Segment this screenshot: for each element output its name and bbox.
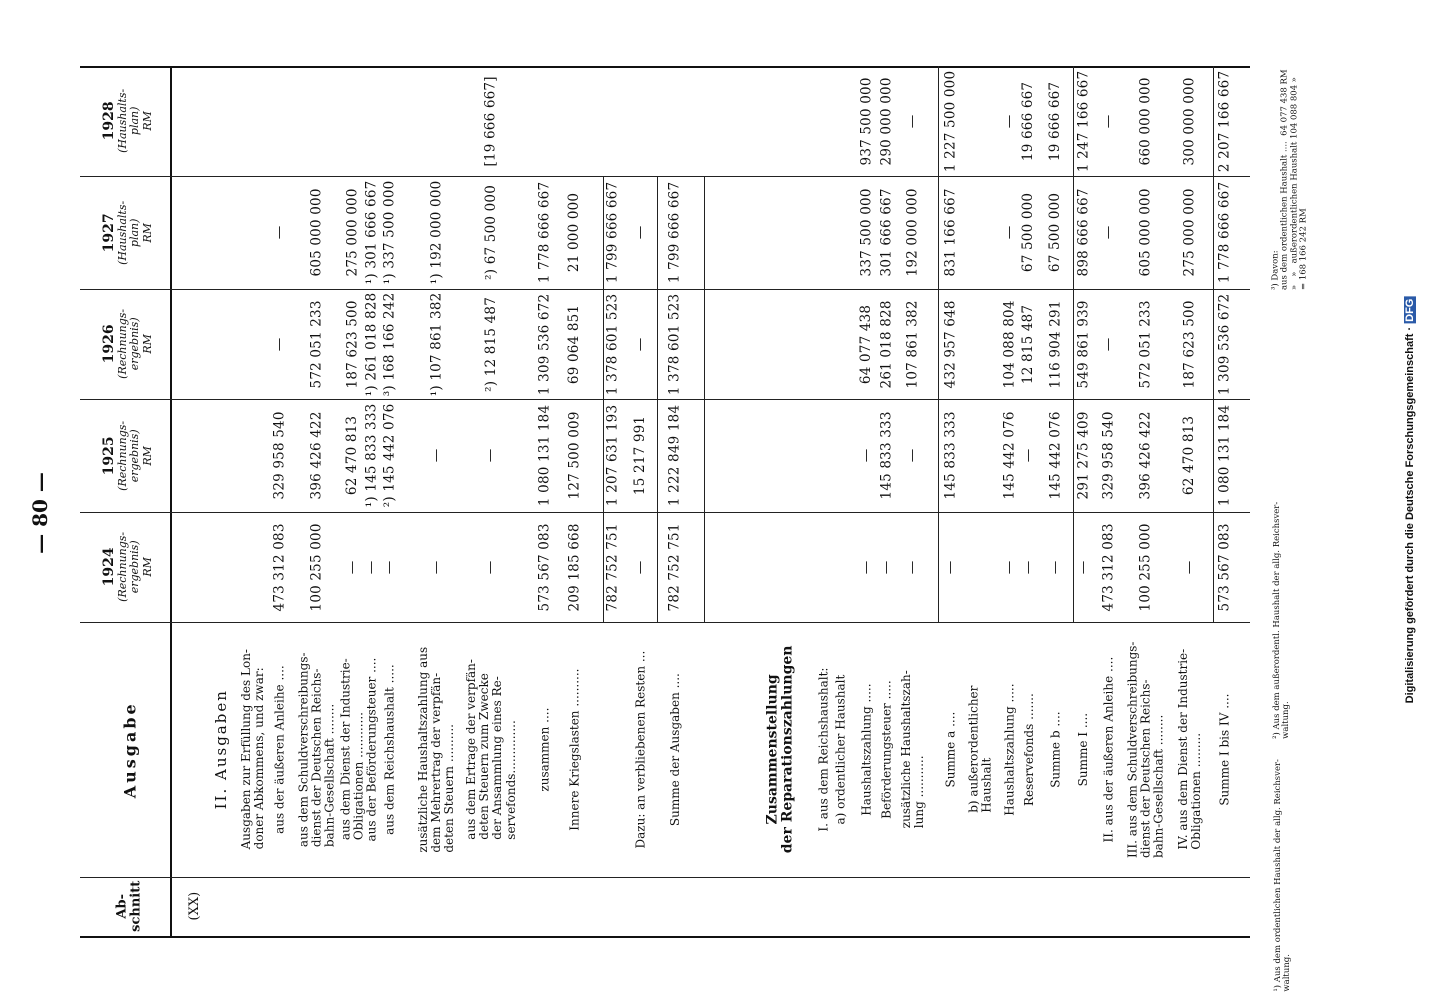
rep_rows-label: II. aus der äußeren Anleihe .... — [1101, 656, 1116, 843]
rep_rows-cell: — — [1100, 337, 1117, 351]
rep_rows-label: Summe b .... — [1048, 711, 1063, 788]
header-ausgabe: Ausgabe — [120, 701, 140, 798]
rep_rows-cell: 12 815 487 — [1020, 304, 1037, 384]
rep_rows-label: Summe I .... — [1076, 712, 1091, 787]
header-abschnitt: Ab- schnitt — [114, 880, 144, 933]
rep_rows-cell: — — [1100, 114, 1117, 128]
rep_rows-label: a) ordentlicher Haushalt — [833, 674, 848, 825]
rep_rows-cell: — — [1181, 560, 1198, 574]
rep_rows-cell — [832, 512, 850, 622]
rows-cell: 473 312 083 — [271, 522, 288, 612]
rows-cell: ¹) 145 833 333 — [363, 403, 380, 508]
rep_rows-cell: — — [1020, 560, 1037, 574]
rep_rows-label: Summe a .... — [943, 711, 958, 788]
rep_rows-cell: — — [904, 560, 921, 574]
rep_rows-cell: 898 666 667 — [1075, 188, 1092, 277]
rows-cell: ¹) 337 500 000 — [381, 180, 398, 285]
rep_rows-label: Summe I bis IV .... — [1217, 693, 1232, 806]
rows-label: Innere Kriegslasten .......... — [567, 668, 582, 831]
rep_rows-cell: 605 000 000 — [1137, 188, 1154, 277]
rows-cell: 69 064 851 — [566, 304, 583, 384]
rows-label: Dazu: an verbliebenen Resten ... — [633, 650, 648, 849]
rows-label: aus der Beförderungsteuer .... — [364, 657, 379, 842]
rows-cell: — — [271, 337, 288, 351]
rep_rows-cell: — — [904, 114, 921, 128]
rep_rows-cell: — — [1001, 114, 1018, 128]
rows-cell: — — [632, 560, 649, 574]
rep_rows-cell: 1 309 536 672 — [1216, 293, 1233, 395]
rep_rows-cell: 2 207 166 667 — [1216, 70, 1233, 172]
rows-cell: — — [632, 225, 649, 240]
rows-cell: 127 500 009 — [566, 411, 583, 500]
rep_rows-cell: — — [858, 560, 875, 574]
rep_rows-cell: 145 833 333 — [942, 411, 959, 500]
rep_rows-cell: 290 000 000 — [878, 76, 895, 166]
rep_rows-cell: 145 442 076 — [1047, 411, 1064, 500]
rep_rows-cell: — — [1020, 448, 1037, 463]
rep_rows-cell: 432 957 648 — [942, 299, 959, 389]
rep_rows-cell: — — [904, 448, 921, 463]
rows-cell: — — [482, 448, 499, 463]
rows-cell: — — [428, 448, 445, 463]
rows-label: aus dem Schuldverschreibungs- dienst der Deutschen Reichs- bahn-Gesellschaft ........ — [296, 652, 337, 847]
rows-cell: ³) 168 166 242 — [381, 292, 398, 396]
header-col-1927: 1927 (Haushalts- plan) RM — [101, 200, 154, 265]
rep_rows-cell: 116 904 291 — [1047, 299, 1064, 389]
rows-cell — [380, 66, 400, 176]
rows-label: aus dem Dienst der Industrie- Obligationen ............ — [338, 658, 366, 841]
rows-cell — [530, 66, 560, 176]
rep_rows-cell: 329 958 540 — [1100, 411, 1117, 500]
rep_rows-cell — [832, 176, 850, 289]
rep_rows-cell: 831 166 667 — [942, 188, 959, 277]
rows-label: Ausgaben zur Erfüllung des Lon- doner Abkommens, und zwar: — [238, 649, 266, 850]
rep_rows-cell: 100 255 000 — [1137, 522, 1154, 612]
rep_rows-cell — [815, 512, 833, 622]
section-label: (XX) — [186, 892, 202, 921]
rows-cell — [600, 66, 626, 176]
rows-cell: 782 752 751 — [604, 522, 621, 612]
rep_rows-cell — [832, 66, 850, 176]
rows-cell: 187 623 500 — [344, 299, 361, 389]
rep_rows-cell: 937 500 000 — [858, 76, 875, 166]
rep_rows-cell: 1 778 666 667 — [1216, 181, 1233, 284]
rep_rows-cell — [968, 66, 994, 176]
rows-cell — [267, 66, 293, 176]
rep_rows-label: zusätzliche Haushaltszah- lung ........... — [898, 670, 927, 829]
rows-cell: 1 799 666 667 — [666, 181, 683, 284]
rows-cell: ¹) 192 000 000 — [428, 180, 445, 285]
rows-cell: — — [363, 560, 380, 574]
rep_rows-label: Beförderungsteuer ..... — [879, 680, 894, 819]
rep_rows-cell: — — [942, 560, 959, 574]
rep_rows-label: b) außerordentlicher Haushalt — [966, 685, 995, 814]
rows-label: aus dem Ertrage der verpfän- deten Steuern zum Zwecke der Ansammlung eines Re- servefonds.............. — [463, 659, 518, 840]
subtotal-rule-4 — [938, 66, 939, 622]
rep_rows-cell: 145 833 333 — [878, 411, 895, 500]
rows-label: aus der äußeren Anleihe .... — [272, 665, 287, 834]
rows-cell: — — [632, 337, 649, 351]
rows-cell — [240, 66, 266, 176]
rows-cell — [240, 176, 266, 289]
rep_rows-label: IV. aus dem Dienst der Industrie- Obligationen ......... — [1175, 649, 1203, 850]
rep_rows-cell — [968, 289, 994, 399]
header-col-1926: 1926 (Rechnungs- ergebnis) RM — [101, 308, 154, 379]
rows-cell: 329 958 540 — [271, 411, 288, 500]
rows-cell: 572 051 233 — [308, 299, 325, 389]
rep_rows-cell — [815, 66, 833, 176]
rep_rows-cell: — — [1100, 225, 1117, 240]
rows-cell: 396 426 422 — [308, 411, 325, 500]
rep_rows-cell: 1 080 131 184 — [1216, 404, 1233, 507]
header-col-1928: 1928 (Haushalts- plan) RM — [101, 88, 154, 154]
rep_rows-cell: — — [1075, 560, 1092, 574]
rep_rows-cell: 1 227 500 000 — [942, 70, 959, 172]
footnote-2: ²) Aus dem außerordentl. Haushalt der allg. Reichsver- waltung. — [1272, 501, 1293, 739]
rows-cell: 209 185 668 — [566, 522, 583, 612]
rep_rows-cell: — — [858, 448, 875, 463]
rep_rows-cell — [815, 176, 833, 289]
rep_rows-cell: 261 018 828 — [878, 299, 895, 389]
rep_rows-cell — [832, 399, 850, 512]
rep_rows-cell: 301 666 667 — [878, 188, 895, 277]
rows-label — [600, 626, 626, 873]
rep_rows-cell: 291 275 409 — [1075, 411, 1092, 500]
sidebar-credit: Digitalisierung gefördert durch die Deutsche Forschungsgemeinschaft ·DFG — [1404, 298, 1416, 704]
rows-cell: 1 799 666 667 — [604, 181, 621, 284]
reparations-title: Zusammenstellung der Reparationszahlungen — [764, 645, 797, 854]
rows-cell: 1 222 849 184 — [666, 404, 683, 507]
rep_rows-cell: 660 000 000 — [1137, 76, 1154, 166]
rep_rows-cell: 396 426 422 — [1137, 411, 1154, 500]
rows-cell: — — [344, 560, 361, 574]
rows-label: aus dem Reichshaushalt ..... — [382, 664, 397, 835]
rep_rows-cell — [968, 176, 994, 289]
col-rule-1924-label — [80, 622, 1250, 623]
rows-cell: — — [381, 560, 398, 574]
rows-cell: 1 080 131 184 — [536, 404, 553, 507]
rows-cell: ²) 12 815 487 — [482, 296, 499, 392]
rep_rows-cell: — — [1001, 225, 1018, 240]
rep_rows-cell — [832, 289, 850, 399]
rep_rows-cell: — — [1047, 560, 1064, 574]
rows-cell: ¹) 261 018 828 — [363, 292, 380, 396]
rep_rows-cell: 549 861 939 — [1075, 299, 1092, 389]
rows-cell: 1 378 601 523 — [604, 293, 621, 395]
rows-cell: 1 378 601 523 — [666, 293, 683, 395]
rep_rows-cell: 572 051 233 — [1137, 299, 1154, 389]
rep_rows-cell: 473 312 083 — [1100, 522, 1117, 612]
subtotal-rule-3 — [704, 176, 705, 622]
rows-label: Summe der Ausgaben .... — [667, 673, 682, 826]
rows-cell: [19 666 667] — [482, 75, 499, 167]
rep_rows-cell: 19 666 667 — [1047, 81, 1064, 161]
rows-cell: 1 309 536 672 — [536, 293, 553, 395]
rep_rows-cell: 573 567 083 — [1216, 522, 1233, 612]
rep_rows-label: I. aus dem Reichshaushalt: — [816, 667, 831, 832]
rep_rows-cell — [968, 512, 994, 622]
rep_rows-cell: 187 623 500 — [1181, 299, 1198, 389]
rep_rows-cell: — — [1001, 560, 1018, 574]
footnote-3: ³) Davon: aus dem ordentlichen Haushalt .... 64 077 438 RM » » außerordentlichen Haushalt 104 088 804 » = 168 166 242 RM — [1270, 69, 1309, 291]
rows-cell — [240, 512, 266, 622]
header-col-1925: 1925 (Rechnungs- ergebnis) RM — [101, 420, 154, 491]
rows-cell: ²) 145 442 076 — [381, 403, 398, 508]
rep_rows-label: III. aus dem Schuldverschreibungs- dienst der Deutschen Reichs- bahn-Gesellschaft ........ — [1125, 641, 1166, 858]
section-title: II. Ausgaben — [211, 689, 230, 810]
rows-cell — [300, 66, 334, 176]
rows-cell: 62 470 813 — [344, 415, 361, 496]
rows-cell — [628, 66, 654, 176]
rows-cell: 21 000 000 — [566, 192, 583, 273]
rep_rows-cell: 19 666 667 — [1020, 81, 1037, 161]
rows-cell: — — [271, 225, 288, 240]
rep_rows-cell: 337 500 000 — [858, 188, 875, 277]
rep_rows-label: Reservefonds ....... — [1021, 693, 1036, 806]
rows-cell: 1 207 631 193 — [604, 404, 621, 507]
rep_rows-cell: 62 470 813 — [1181, 415, 1198, 496]
rows-cell: 275 000 000 — [344, 188, 361, 277]
rows-cell: 605 000 000 — [308, 188, 325, 277]
rows-cell: ¹) 301 666 667 — [363, 180, 380, 285]
subtotal-rule-2 — [657, 176, 658, 622]
dfg-logo: DFG — [1404, 298, 1416, 322]
header-col-1924: 1924 (Rechnungs- ergebnis) RM — [101, 531, 154, 602]
rows-cell — [660, 66, 690, 176]
rep_rows-cell: 300 000 000 — [1181, 76, 1198, 166]
rows-cell: ²) 67 500 000 — [482, 185, 499, 280]
rep_rows-cell: 107 861 382 — [904, 299, 921, 389]
rep_rows-label: Haushaltszahlung ..... — [859, 683, 874, 816]
rows-cell — [418, 66, 456, 176]
rep_rows-cell: 1 247 166 667 — [1075, 70, 1092, 172]
rep_rows-cell: 275 000 000 — [1181, 188, 1198, 277]
header-rule — [170, 66, 172, 936]
rows-label: zusätzliche Haushaltszahlung aus dem Mehrertrag der verpfän- deten Steuern .......... — [416, 646, 457, 853]
rep_rows-label: Haushaltszahlung ..... — [1002, 683, 1017, 816]
page-number: — 80 — — [28, 472, 52, 554]
col-rule-label-section — [80, 877, 1250, 878]
rows-cell: — — [428, 560, 445, 574]
rep_rows-cell: 192 000 000 — [904, 188, 921, 277]
rep_rows-cell — [968, 399, 994, 512]
rows-cell: 100 255 000 — [308, 522, 325, 612]
rows-cell — [362, 66, 382, 176]
rows-cell: 1 778 666 667 — [536, 181, 553, 284]
rows-cell — [240, 399, 266, 512]
rows-cell — [240, 289, 266, 399]
rep_rows-cell: 67 500 000 — [1020, 192, 1037, 273]
rows-label: zusammen .... — [537, 707, 552, 792]
rows-cell: 782 752 751 — [666, 522, 683, 612]
rep_rows-cell: 145 442 076 — [1001, 411, 1018, 500]
rep_rows-cell: 67 500 000 — [1047, 192, 1064, 273]
rows-cell: 573 567 083 — [536, 522, 553, 612]
rows-cell — [560, 66, 590, 176]
rep_rows-cell: 64 077 438 — [858, 304, 875, 384]
table-bottom-rule — [80, 936, 1250, 938]
rep_rows-cell — [815, 399, 833, 512]
rows-cell: — — [482, 560, 499, 574]
rep_rows-cell: 104 088 804 — [1001, 299, 1018, 389]
rows-cell: 15 217 991 — [632, 415, 649, 496]
rows-cell: ¹) 107 861 382 — [428, 292, 445, 396]
rep_rows-cell: — — [878, 560, 895, 574]
rep_rows-cell — [815, 289, 833, 399]
footnote-1: ¹) Aus dem ordentlichen Haushalt der allg. Reichsver- waltung. — [1272, 758, 1292, 992]
